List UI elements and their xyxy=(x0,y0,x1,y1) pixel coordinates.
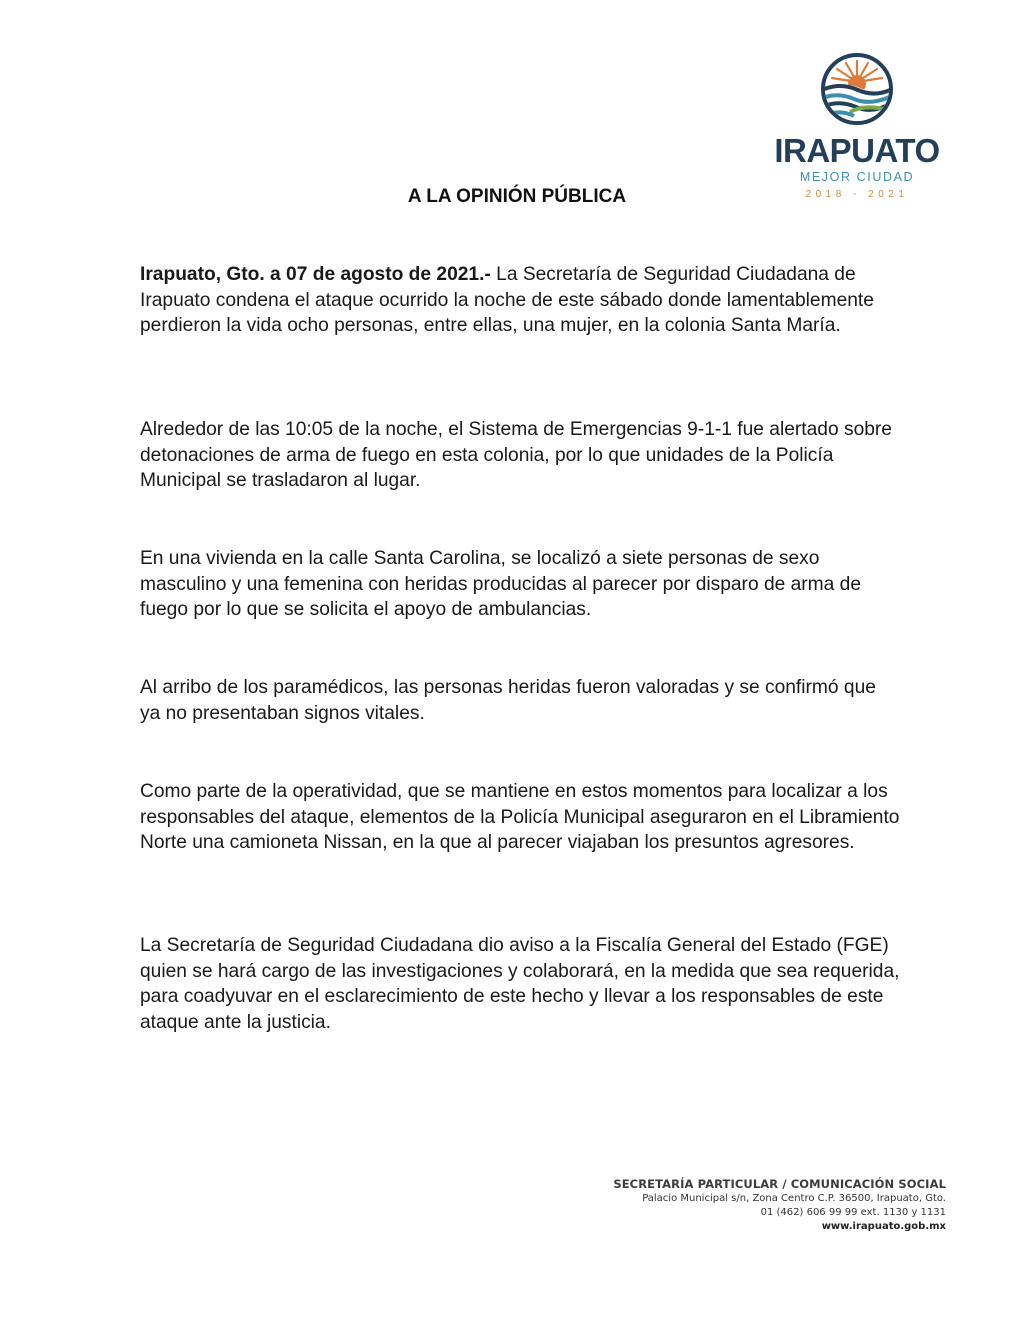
paragraph-1 xyxy=(140,262,900,339)
paragraph-2: Alrededor de las 10:05 de la noche, el Sistema de Emergencias 9-1-1 fue alertado sobre detonaciones de arma de fuego en esta colonia, por lo que unidades de la Policía Municipal se trasladaron al lugar. xyxy=(140,419,892,492)
paragraph-3: En una vivienda en la calle Santa Carolina, se localizó a siete personas de sexo masculino y una femenina con heridas producidas al parecer por disparo de arma de fuego por lo que se solicita el apoyo de ambulancias. xyxy=(140,548,862,621)
logo-tagline: MEJOR CIUDAD xyxy=(799,170,915,184)
paragraph-1-text: La Secretaría de Seguridad Ciudadana de Irapuato condena el ataque ocurrido la noche de este sábado donde lamentablemente perdieron la vida ocho personas, entre ellas, una mujer, en la colonia Santa María. xyxy=(140,264,874,337)
dateline: Irapuato, Gto. a 07 de agosto de 2021.- xyxy=(140,264,491,285)
logo-years: 2018 - 2021 xyxy=(805,189,909,200)
footer-website-link[interactable]: www.irapuato.gob.mx xyxy=(821,1221,946,1232)
document-title: A LA OPINIÓN PÚBLICA xyxy=(407,186,627,207)
footer-address: Palacio Municipal s/n, Zona Centro C.P. 36500, Irapuato, Gto. xyxy=(642,1193,946,1204)
footer xyxy=(540,1176,946,1234)
logo-wordmark: IRAPUATO xyxy=(774,132,940,169)
sun-hills-emblem-icon xyxy=(820,52,894,126)
footer-phone: 01 (462) 606 99 99 ext. 1130 y 1131 xyxy=(760,1207,946,1218)
paragraph-4: Al arribo de los paramédicos, las personas heridas fueron valoradas y se confirmó que ya no presentaban signos vitales. xyxy=(140,677,876,724)
irapuato-logo xyxy=(772,52,942,204)
paragraph-5: Como parte de la operatividad, que se mantiene en estos momentos para localizar a los responsables del ataque, elementos de la Policía Municipal aseguraron en el Libramiento Norte una camioneta Nissan, en la que al parecer viajaban los presuntos agresores. xyxy=(140,781,900,854)
paragraph-6: La Secretaría de Seguridad Ciudadana dio aviso a la Fiscalía General del Estado (FGE) quien se hará cargo de las investigaciones y colaborará, en la medida que sea requerida, para coadyuvar en el esclarecimiento de este hecho y llevar a los responsables de este ataque ante la justicia. xyxy=(140,935,900,1033)
footer-department: SECRETARÍA PARTICULAR / COMUNICACIÓN SOCIAL xyxy=(613,1177,946,1191)
